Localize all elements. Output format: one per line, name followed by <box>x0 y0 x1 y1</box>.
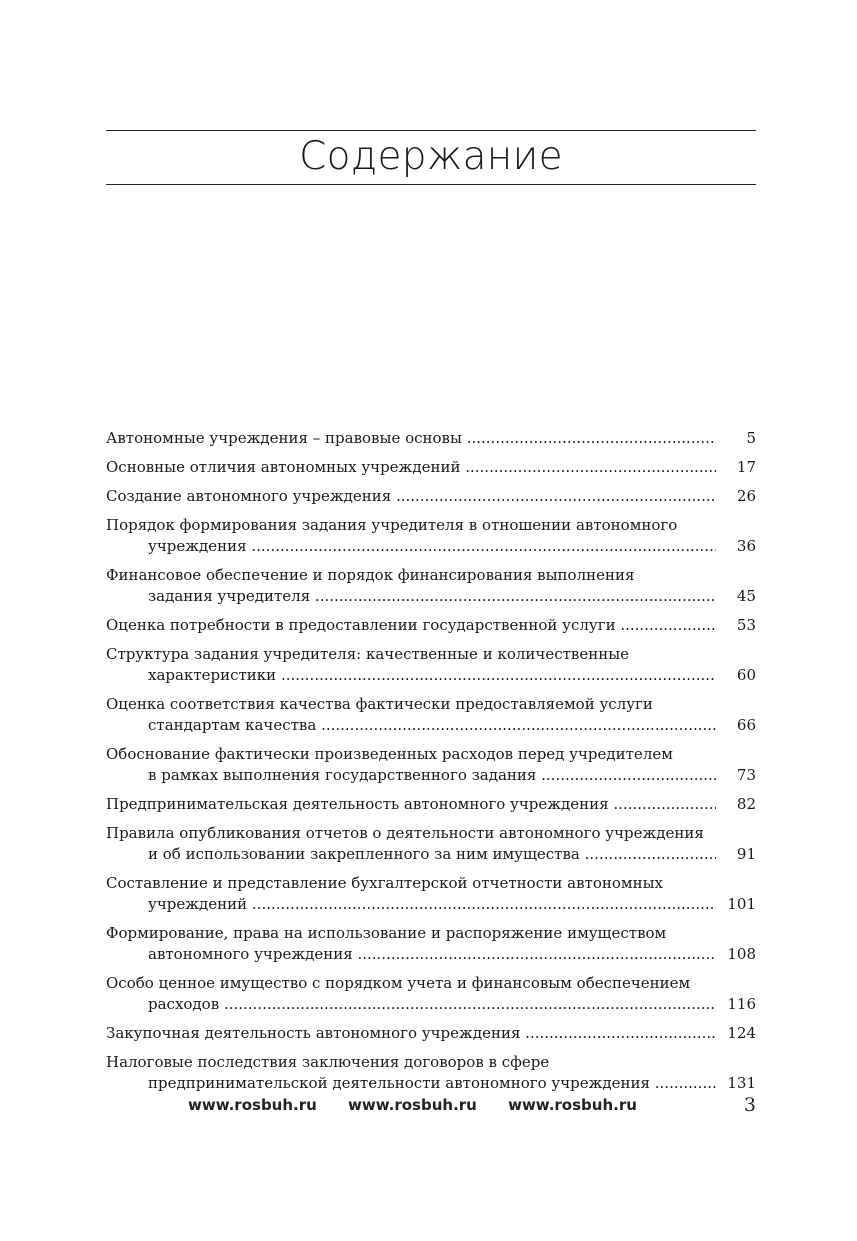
toc-entry-title: Основные отличия автономных учреждений ..... <box>106 457 716 478</box>
toc-entry-line <box>106 823 756 844</box>
toc-entry[interactable] <box>106 1052 756 1094</box>
toc-entry-line <box>106 486 756 507</box>
toc-entry-continuation-line <box>106 765 756 786</box>
footer-website-link[interactable]: www.rosbuh.ru <box>508 1096 637 1114</box>
toc-entry[interactable] <box>106 923 756 965</box>
toc-entry-title: Оценка соответствия качества фактически предоставляемой услуги <box>106 695 653 713</box>
toc-page-number: 26 <box>736 487 756 505</box>
footer-website-link[interactable]: www.rosbuh.ru <box>188 1096 317 1114</box>
toc-entry-line <box>106 794 756 815</box>
toc-entry-title: Обоснование фактически произведенных расходов перед учредителем <box>106 745 673 763</box>
toc-entry-title: Формирование, права на использование и распоряжение имуществом <box>106 924 667 942</box>
toc-entry-title: в рамках выполнения государственного задания ..... <box>148 765 716 786</box>
footer-website-link[interactable]: www.rosbuh.ru <box>348 1096 477 1114</box>
toc-entry[interactable] <box>106 823 756 865</box>
toc-entry-title: автономного учреждения ..... <box>148 944 716 965</box>
toc-entry-title: задания учредителя ..... <box>148 586 716 607</box>
toc-entry-continuation-line <box>106 586 756 607</box>
toc-entry-continuation-line <box>106 894 756 915</box>
toc-entry-continuation-line <box>106 944 756 965</box>
footer-websites <box>188 1092 663 1118</box>
toc-page-number: 17 <box>736 458 756 476</box>
toc-entry-line <box>106 565 756 586</box>
toc-entry[interactable] <box>106 644 756 686</box>
toc-entry[interactable] <box>106 794 756 815</box>
toc-entry-line <box>106 923 756 944</box>
toc-entry-line <box>106 515 756 536</box>
toc-page-number: 108 <box>727 945 756 963</box>
toc-entry-line <box>106 428 756 449</box>
toc-entry-title: Особо ценное имущество с порядком учета и финансовым обеспечением <box>106 974 691 992</box>
toc-entry-continuation-line <box>106 1073 756 1094</box>
toc-entry-continuation-line <box>106 994 756 1015</box>
toc-page-number: 66 <box>736 716 756 734</box>
toc-entry-continuation-line <box>106 665 756 686</box>
toc-entry-title: и об использовании закрепленного за ним имущества ..... <box>148 844 716 865</box>
toc-entry-title: учреждений ..... <box>148 894 716 915</box>
toc-entry-line <box>106 973 756 994</box>
toc-entry[interactable] <box>106 873 756 915</box>
toc-entry-line <box>106 873 756 894</box>
toc-page-number: 91 <box>736 845 756 863</box>
toc-page-number: 60 <box>736 666 756 684</box>
toc-entry[interactable] <box>106 1023 756 1044</box>
toc-entry[interactable] <box>106 486 756 507</box>
toc-entry-title: предпринимательской деятельности автономного учреждения ..... <box>148 1073 716 1094</box>
toc-page-number: 53 <box>736 616 756 634</box>
toc-page-number: 101 <box>727 895 756 913</box>
toc-page-number: 116 <box>727 995 756 1013</box>
toc-entry[interactable] <box>106 457 756 478</box>
toc-entry-title: Создание автономного учреждения ..... <box>106 486 716 507</box>
toc-entry-title: Правила опубликования отчетов о деятельности автономного учреждения <box>106 824 704 842</box>
toc-entry-title: Финансовое обеспечение и порядок финансирования выполнения <box>106 566 635 584</box>
page-title: Содержание <box>299 134 563 179</box>
toc-entry[interactable] <box>106 694 756 736</box>
page-footer <box>106 1092 756 1118</box>
toc-entry[interactable] <box>106 973 756 1015</box>
toc-page-number: 73 <box>736 766 756 784</box>
toc-entry-title: Оценка потребности в предоставлении государственной услуги ..... <box>106 615 716 636</box>
toc-entry-title: Закупочная деятельность автономного учреждения ..... <box>106 1023 716 1044</box>
toc-page-number: 36 <box>736 537 756 555</box>
table-of-contents <box>106 428 756 1102</box>
toc-entry-title: Автономные учреждения – правовые основы ..... <box>106 428 716 449</box>
toc-entry-line <box>106 744 756 765</box>
toc-entry-title: учреждения ..... <box>148 536 716 557</box>
toc-entry-title: расходов ..... <box>148 994 716 1015</box>
toc-entry-line <box>106 1052 756 1073</box>
toc-entry-continuation-line <box>106 715 756 736</box>
heading-top-rule <box>106 130 756 131</box>
toc-entry[interactable] <box>106 565 756 607</box>
toc-page-number: 82 <box>736 795 756 813</box>
toc-entry[interactable] <box>106 744 756 786</box>
toc-entry-line <box>106 457 756 478</box>
toc-entry-title: Предпринимательская деятельность автономного учреждения ..... <box>106 794 716 815</box>
toc-entry-line <box>106 694 756 715</box>
toc-page-number: 5 <box>746 429 756 447</box>
toc-page-number: 131 <box>727 1074 756 1092</box>
toc-entry[interactable] <box>106 428 756 449</box>
toc-entry[interactable] <box>106 515 756 557</box>
toc-entry-continuation-line <box>106 844 756 865</box>
toc-entry-line <box>106 615 756 636</box>
toc-page-number: 45 <box>736 587 756 605</box>
page-number: 3 <box>743 1094 756 1116</box>
toc-entry-title: Порядок формирования задания учредителя в отношении автономного <box>106 516 678 534</box>
toc-entry[interactable] <box>106 615 756 636</box>
toc-entry-continuation-line <box>106 536 756 557</box>
toc-entry-title: характеристики ..... <box>148 665 716 686</box>
toc-entry-title: Составление и представление бухгалтерской отчетности автономных <box>106 874 663 892</box>
toc-page-number: 124 <box>727 1024 756 1042</box>
toc-entry-line <box>106 1023 756 1044</box>
toc-entry-title: стандартам качества ..... <box>148 715 716 736</box>
heading-bottom-rule <box>106 184 756 185</box>
toc-entry-line <box>106 644 756 665</box>
toc-entry-title: Структура задания учредителя: качественные и количественные <box>106 645 630 663</box>
toc-entry-title: Налоговые последствия заключения договоров в сфере <box>106 1053 550 1071</box>
